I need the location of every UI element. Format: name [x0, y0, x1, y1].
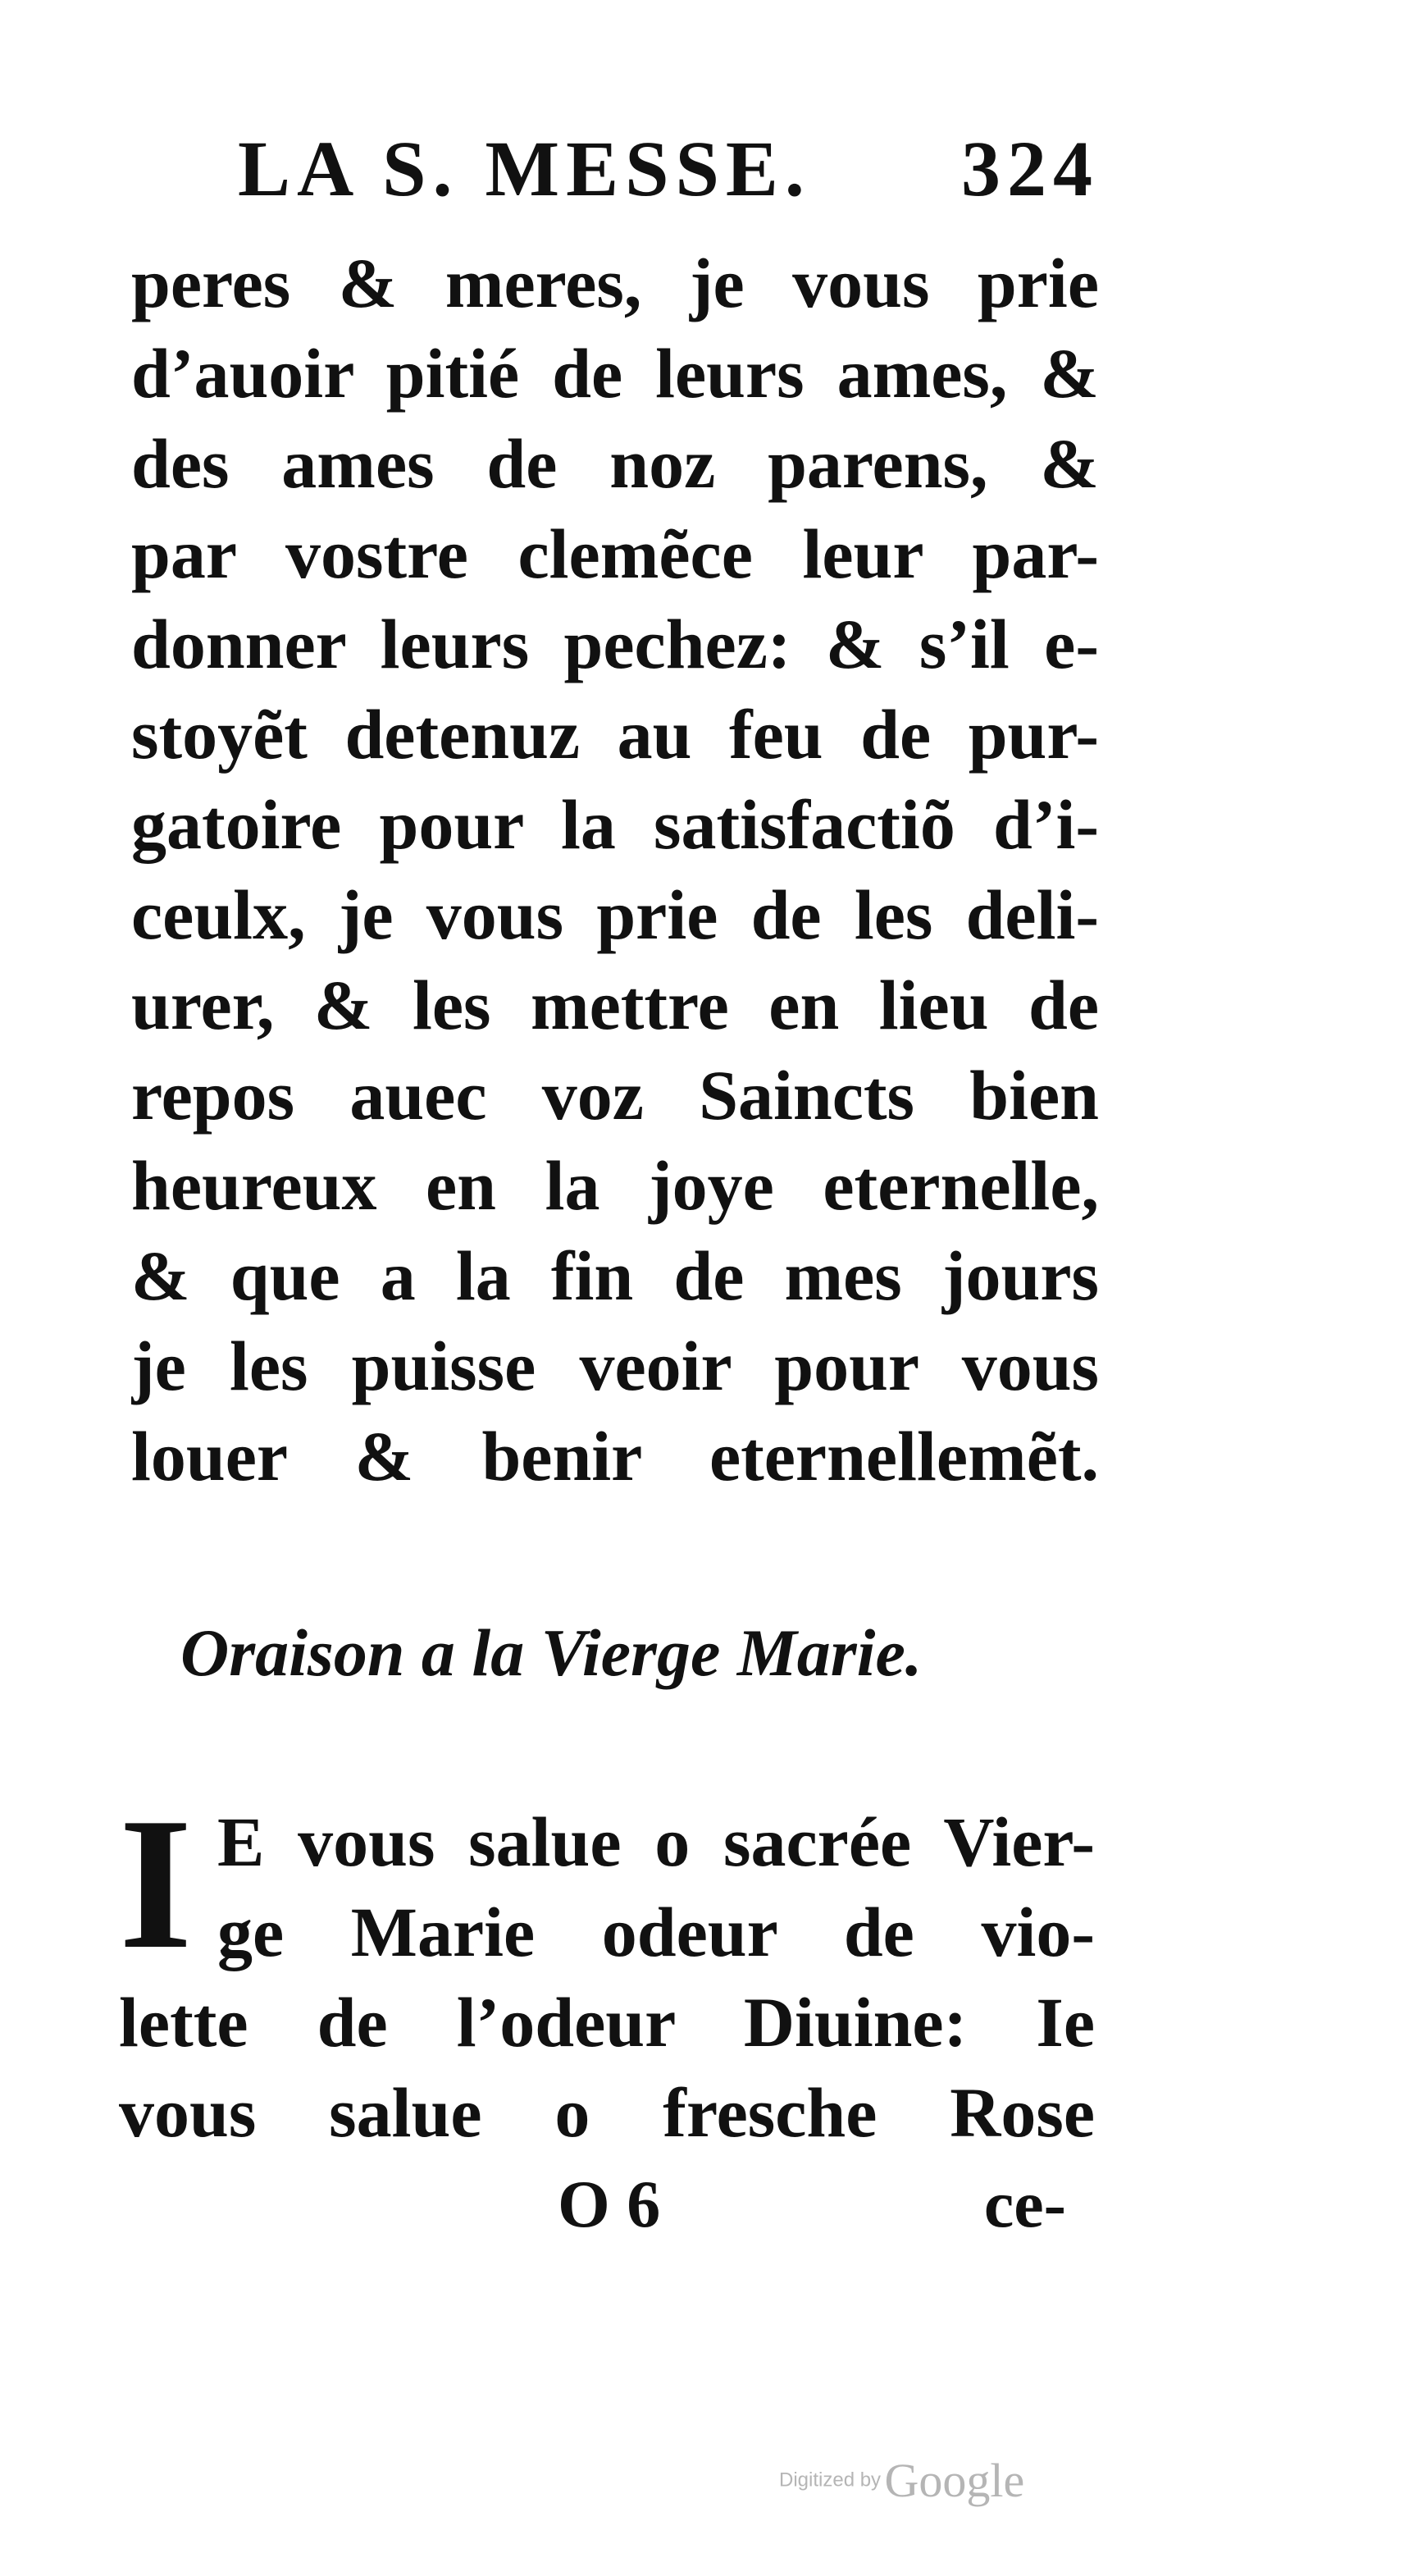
- catchword: ce-: [983, 2167, 1066, 2241]
- text-line: ceulx, je vous prie de les deli-: [131, 875, 1099, 954]
- signature-mark: O 6: [558, 2167, 661, 2241]
- text-line: & que a la fin de mes jours: [131, 1236, 1099, 1315]
- text-line: d’auoir pitié de leurs ames, &: [131, 334, 1099, 413]
- text-line: gatoire pour la satisfactiõ d’i-: [131, 785, 1099, 864]
- text-line: louer & benir eternellemẽt.: [131, 1417, 1099, 1496]
- text-line: lette de l’odeur Diuine: Ie: [119, 1983, 1095, 2062]
- watermark-brand: Google: [884, 2454, 1025, 2507]
- text-line: urer, & les mettre en lieu de: [131, 966, 1099, 1044]
- text-line: repos auec voz Saincts bien: [131, 1056, 1099, 1135]
- digitization-watermark: [779, 2453, 1024, 2508]
- page-footer: [131, 2166, 1066, 2256]
- text-line: je les puisse veoir pour vous: [131, 1327, 1099, 1405]
- text-line: heureux en la joye eternelle,: [131, 1146, 1099, 1225]
- text-line: donner leurs pechez: & s’il e-: [131, 605, 1099, 683]
- page-number: 324: [961, 125, 1099, 212]
- watermark-prefix: Digitized by: [779, 2469, 882, 2492]
- prayer-text: [119, 1779, 1095, 2158]
- running-head: LA S. MESSE.: [238, 125, 811, 212]
- drop-cap: I: [119, 1779, 193, 1988]
- text-line: E vous salue o sacrée Vier-: [217, 1802, 1095, 1881]
- text-line: stoyẽt detenuz au feu de pur-: [131, 695, 1099, 774]
- text-line: vous salue o fresche Rose: [119, 2073, 1095, 2152]
- page-header: [238, 123, 1099, 213]
- body-text: [131, 238, 1099, 1501]
- text-line: ge Marie odeur de vio-: [217, 1893, 1095, 1971]
- text-line: des ames de noz parens, &: [131, 424, 1099, 503]
- text-line: par vostre clemẽce leur par-: [131, 514, 1099, 593]
- section-title: Oraison a la Vierge Marie.: [180, 1615, 923, 1690]
- text-line: peres & meres, je vous prie: [131, 244, 1099, 322]
